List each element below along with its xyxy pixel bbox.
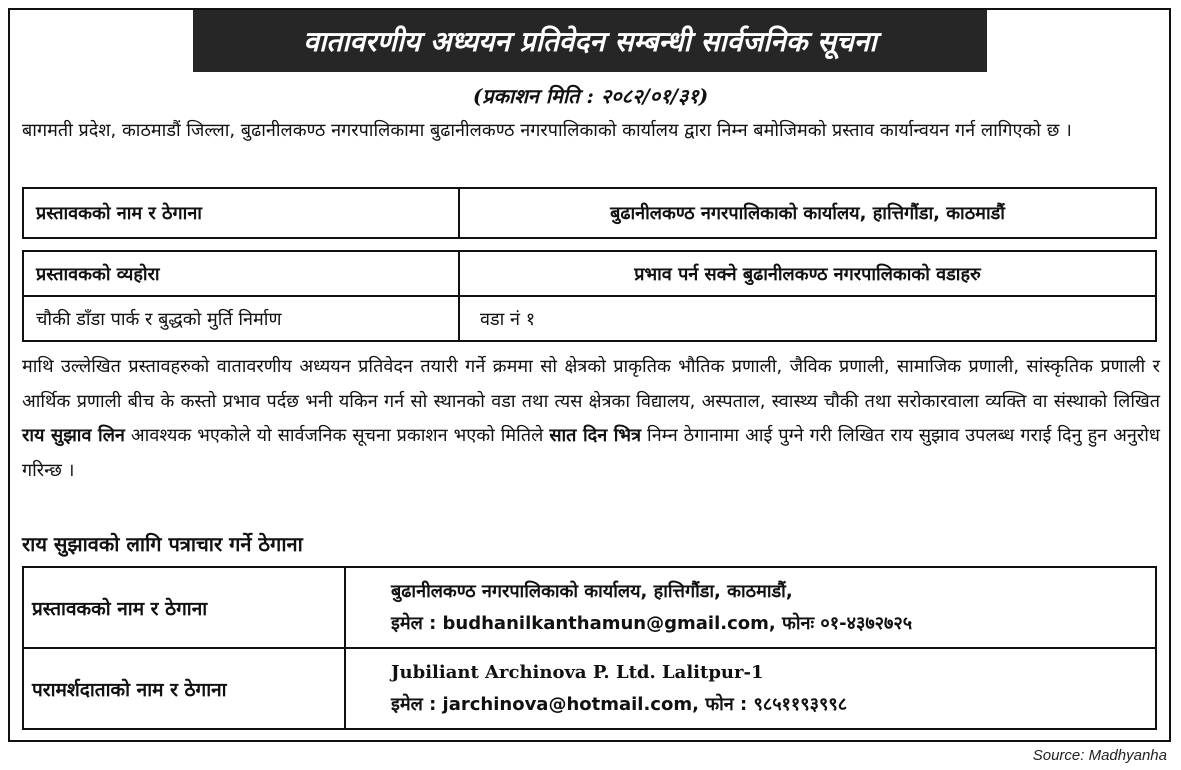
contact-table xyxy=(22,566,1157,730)
table-row xyxy=(23,188,1156,238)
contact-detail-consultant xyxy=(345,648,1156,729)
proponent-label: प्रस्तावकको नाम र ठेगाना xyxy=(23,188,459,238)
affected-ward: वडा नं १ xyxy=(459,296,1156,341)
table-row xyxy=(23,296,1156,341)
project-header-left: प्रस्तावकको व्यहोरा xyxy=(23,251,459,296)
body-bold-2: सात दिन भित्र xyxy=(549,425,642,446)
publication-date: (प्रकाशन मिति : २०८२/०१/३१) xyxy=(472,84,709,108)
contact-address: बुढानीलकण्ठ नगरपालिकाको कार्यालय, हात्तिगौंडा, काठमाडौं, xyxy=(391,580,793,602)
contact-label-proponent: प्रस्तावकको नाम र ठेगाना xyxy=(23,567,345,648)
table-row xyxy=(23,648,1156,729)
proponent-table xyxy=(22,187,1157,239)
source-credit: Source: Madhyanha xyxy=(1032,747,1167,764)
table-row xyxy=(23,567,1156,648)
table-header-row xyxy=(23,251,1156,296)
project-header-right: प्रभाव पर्न सक्ने बुढानीलकण्ठ नगरपालिकाको वडाहरु xyxy=(459,251,1156,296)
intro-paragraph: बागमती प्रदेश, काठमाडौं जिल्ला, बुढानीलकण्ठ नगरपालिकामा बुढानीलकण्ठ नगरपालिकाको कार्यालय द्वारा निम्न बमोजिमको प्रस्ताव कार्यान्वयन गर्न लागिएको छ । xyxy=(22,120,1072,141)
contact-heading: राय सुझावको लागि पत्राचार गर्ने ठेगाना xyxy=(22,532,303,556)
project-name: चौकी डाँडा पार्क र बुद्धको मुर्ति निर्माण xyxy=(23,296,459,341)
contact-email-phone: इमेल : budhanilkanthamun@gmail.com, फोनः ०१-४३७२७२५ xyxy=(391,612,913,634)
notice-title: वातावरणीय अध्ययन प्रतिवेदन सम्बन्धी सार्वजनिक सूचना xyxy=(193,10,987,72)
contact-detail-proponent xyxy=(345,567,1156,648)
project-table xyxy=(22,250,1157,342)
contact-label-consultant: परामर्शदाताको नाम र ठेगाना xyxy=(23,648,345,729)
body-bold-1: राय सुझाव लिन xyxy=(22,425,125,446)
body-paragraph xyxy=(22,350,1160,488)
consultant-email-phone: इमेल : jarchinova@hotmail.com, फोन : ९८५११९३९९८ xyxy=(391,693,848,715)
proponent-value: बुढानीलकण्ठ नगरपालिकाको कार्यालय, हात्तिगौंडा, काठमाडौं xyxy=(459,188,1156,238)
consultant-name: Jubiliant Archinova P. Ltd. Lalitpur-1 xyxy=(391,661,764,683)
body-text-2: आवश्यक भएकोले यो सार्वजनिक सूचना प्रकाशन भएको मितिले xyxy=(124,425,550,446)
body-text-3: निम्न ठेगानामा आई पुग्ने गरी लिखित राय सुझाव उपलब्ध गराई दिनु हुन अनुरोध गरिन्छ । xyxy=(22,425,1160,481)
body-text-1: माथि उल्लेखित प्रस्तावहरुको वातावरणीय अध्ययन प्रतिवेदन तयारी गर्ने क्रममा सो क्षेत्रको प्राकृतिक भौतिक प्रणाली, जैविक प्रणाली, सामाजिक प्रणाली, सांस्कृतिक प्रणाली र आर्थिक प्रणाली बीच के कस्तो प्रभाव पर्दछ भनी यकिन गर्न सो स्थानको वडा तथा त्यस क्षेत्रका विद्यालय, अस्पताल, स्वास्थ्य चौकी तथा सरोकारवाला व्यक्ति वा संस्थाको लिखित xyxy=(22,356,1160,412)
